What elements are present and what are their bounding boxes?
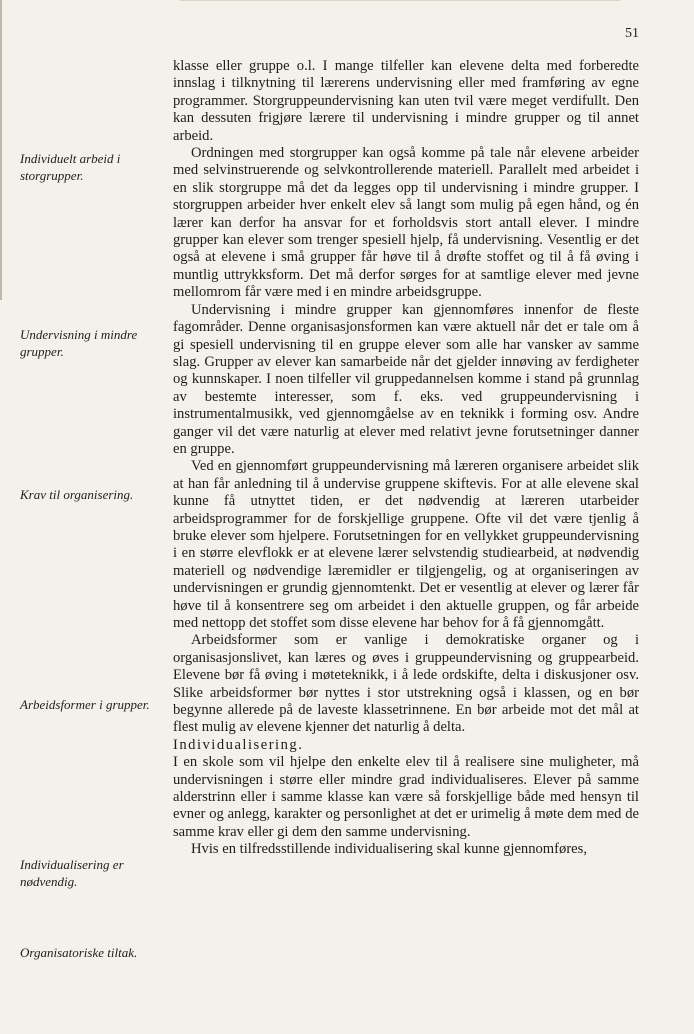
paragraph: klasse eller gruppe o.l. I mange tilfeller kan elevene delta med forberedte innslag i tilknytning til lærerens undervisning eller med framføring av egne programmer. Storgruppeundervisning kan uten tvil være meget verdifullt. Den kan dessuten frigjøre lærere til undervisning i mindre grupper og til annet arbeid. [173,58,639,144]
section-heading: Individualisering. [173,736,304,753]
margin-note-tiltak: Organisatoriske tiltak. [20,945,138,960]
margin-note-arbeidsformer: Arbeidsformer i grupper. [20,697,150,712]
paragraph: Arbeidsformer som er vanlige i demokratiske organer og i organisasjonslivet, kan læres og øves i gruppeundervisning og gruppearbeid. Elevene bør få øving i møteteknikk, i å lede ordskifte, delta i diskusjoner osv. Slike arbeidsformer bør nyttes i stor utstrekning også i klassen, og en bør begynne allerede på de laveste klassetrinnene. En bør arbeide mot det mål at flest mulig av elevene kjenner det naturlig å delta. [173,632,639,736]
page-number: 51 [625,26,639,41]
margin-note-storgrupper: Individuelt arbeid i storgrupper. [20,151,121,183]
paragraph: Hvis en tilfredsstillende individualisering skal kunne gjennomføres, [191,841,587,858]
paragraph: Ved en gjennomført gruppeundervisning må læreren organisere arbeidet slik at han får anledning til å undervise gruppene skiftevis. For at alle elevene skal kunne få utnyttet tiden, er det nødvendig at læreren utarbeider arbeidsprogrammer for de forskjellige gruppene. Ofte vil det være tjenlig å bruke elever som hjelpere. Forutsetningen for en vellykket gruppeundervisning i en større elevflokk er at elevene lærer selvstendig studiearbeid, at nødvendig materiell og nødvendige læremidler er tilgjengelig, og at organiseringen av undervisningen er grundig gjennomtenkt. Det er vesentlig at elever og lærer får høve til å konsentrere seg om arbeidet i den aktuelle gruppen, og får arbeide med nettopp det stoffet som disse elevene har behov for å få gjennomgått. [173,458,639,631]
main-text [173,58,639,859]
paragraph: I en skole som vil hjelpe den enkelte elev til å realisere sine muligheter, må undervisningen i større eller mindre grad individualiseres. Elever på samme alderstrinn eller i samme klasse kan være så forskjellige både med hensyn til evner og anlegg, karakter og personlighet at det er urimelig å møte dem med de samme krav eller gi dem den samme undervisning. [173,754,639,840]
margin-note-mindre-grupper: Undervisning i mindre grupper. [20,327,138,359]
page-edge-shadow [0,0,2,300]
margin-note-krav: Krav til organisering. [20,487,134,502]
margin-note-individualisering: Individualisering er nødvendig. [20,857,124,889]
top-rule [180,0,620,1]
paragraph: Ordningen med storgrupper kan også komme på tale når elevene arbeider med selvinstruerende og selvkontrollerende materiell. Parallelt med arbeidet i en slik storgruppe må det da legges opp til undervisning i mindre grupper. I storgruppen arbeider hver enkelt elev så langt som mulig på egen hånd, og én lærer kan derfor ha ansvar for et forholdsvis stort antall elever. I mindre grupper kan elever som trenger spesiell hjelp, få undervisning. Vesentlig er det også at elevene i små grupper får høve til å drøfte stoffet og til å få øving i muntlig uttrykksform. Det må derfor sørges for at samtlige elever med jevne mellomrom får være med i en mindre arbeidsgruppe. [173,145,639,301]
paragraph: Undervisning i mindre grupper kan gjennomføres innenfor de fleste fagområder. Denne organisasjonsformen kan være aktuell når det er tale om å gi spesiell undervisning til en gruppe elever som alle har vansker av samme slag. Grupper av elever kan samarbeide når det gjelder innøving av ferdigheter og kunnskaper. I noen tilfeller vil gruppedannelsen komme i stand på grunnlag av bestemte interesser, som f. eks. ved gruppeundervisning i instrumentalmusikk, ved gjennomgåelse av en teknikk i forming osv. Andre ganger vil det være naturlig at elever med relativt jevne forutsetninger danner en gruppe. [173,301,639,457]
